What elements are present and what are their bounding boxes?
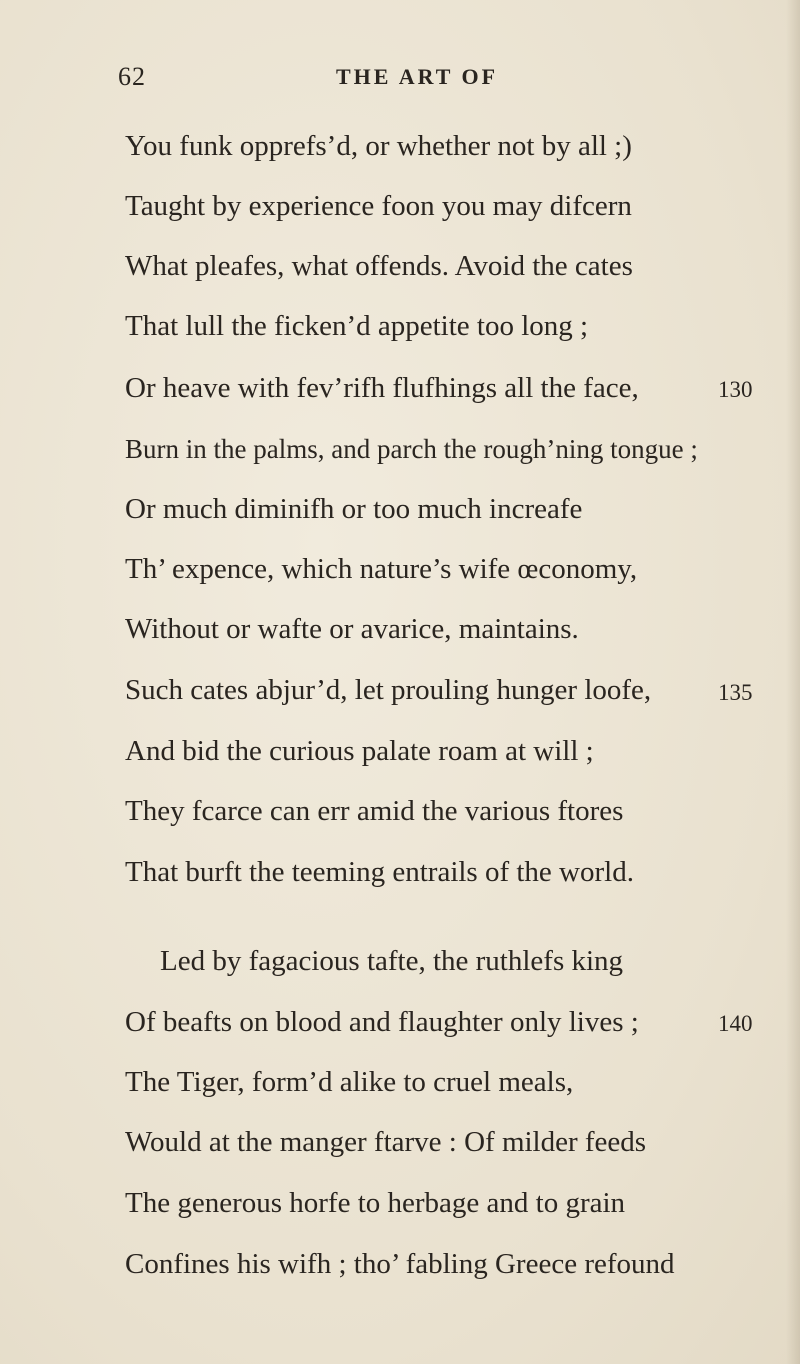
verse-line: And bid the curious palate roam at will ; <box>125 735 594 767</box>
line-number: 130 <box>718 377 753 402</box>
verse-line: Confines his wifh ; tho’ fabling Greece refound <box>125 1248 675 1280</box>
verse-line: Without or wafte or avarice, maintains. <box>125 613 579 645</box>
page-edge-shadow <box>786 0 800 1364</box>
verse-line: You funk opprefs’d, or whether not by all ;) <box>125 130 632 162</box>
verse-line: What pleafes, what offends. Avoid the cates <box>125 250 633 282</box>
verse-line: That burft the teeming entrails of the world. <box>125 856 634 888</box>
line-number: 140 <box>718 1011 753 1036</box>
verse-line: Burn in the palms, and parch the rough’ning tongue ; <box>125 434 698 464</box>
verse-line: Led by fagacious tafte, the ruthlefs king <box>160 945 624 977</box>
verse-line: The Tiger, form’d alike to cruel meals, <box>125 1066 574 1098</box>
verse-line: The generous horfe to herbage and to grain <box>125 1187 626 1219</box>
verse-line: That lull the ficken’d appetite too long ; <box>125 310 589 342</box>
verse-line: Such cates abjur’d, let prouling hunger loofe, <box>125 674 652 706</box>
verse-line: Or much diminifh or too much increafe <box>125 493 583 525</box>
running-head: THE ART OF <box>336 64 499 89</box>
line-number: 135 <box>718 680 753 705</box>
verse-line: Th’ expence, which nature’s wife œconomy, <box>125 553 638 585</box>
verse-line: Or heave with fev’rifh flufhings all the face, <box>125 372 639 404</box>
page-number: 62 <box>118 62 146 91</box>
verse-line: Would at the manger ftarve : Of milder feeds <box>125 1126 647 1158</box>
page-header <box>118 62 638 102</box>
verse-line: They fcarce can err amid the various ftores <box>125 795 624 827</box>
verse-line: Of beafts on blood and flaughter only lives ; <box>125 1006 639 1038</box>
verse-line: Taught by experience foon you may difcern <box>125 190 632 222</box>
